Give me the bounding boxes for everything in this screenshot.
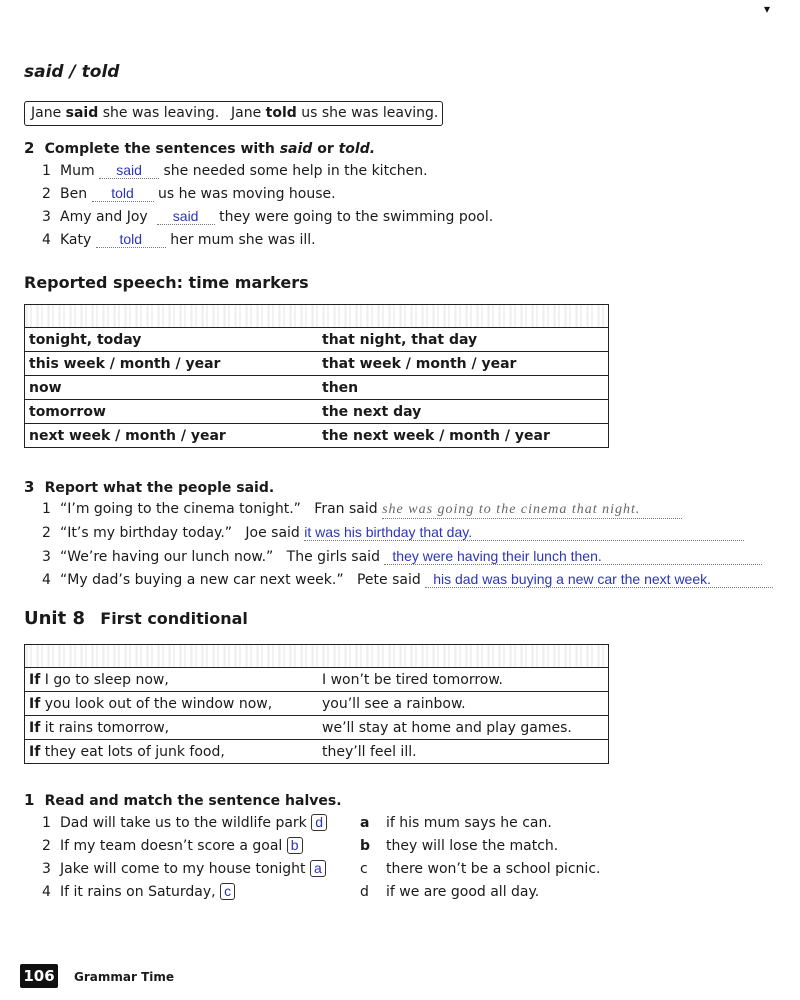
match-item: 3 Jake will come to my house tonight a xyxy=(42,860,326,877)
exercise3-heading: 3 Report what the people said. xyxy=(24,478,275,496)
answer-box[interactable]: a xyxy=(310,860,326,877)
exercise3-item: 3 “We’re having our lunch now.” The girls said they were having their lunch then. xyxy=(42,548,762,565)
exercise2-heading: 2 Complete the sentences with said or told. xyxy=(24,139,376,157)
exercise3-item: 1 “I’m going to the cinema tonight.” Fran said she was going to the cinema that night. xyxy=(42,501,682,519)
table-row: tomorrow the next day xyxy=(25,400,609,424)
table-header-noise xyxy=(25,645,609,668)
book-title: Grammar Time xyxy=(74,970,175,984)
exercise2-item: 1 Mum said she needed some help in the kitchen. xyxy=(42,162,428,179)
match-item: 4 If it rains on Saturday, c xyxy=(42,883,235,900)
answer-blank[interactable]: told xyxy=(96,231,166,248)
time-markers-heading: Reported speech: time markers xyxy=(24,273,309,292)
example-told: Jane told us she was leaving. xyxy=(231,105,439,121)
page-number: 106 xyxy=(20,964,58,988)
answer-box[interactable]: c xyxy=(220,883,235,900)
said-told-heading: said / told xyxy=(24,62,120,82)
answer-blank[interactable]: she was going to the cinema that night. xyxy=(382,502,682,519)
exercise2-item: 4 Katy told her mum she was ill. xyxy=(42,231,316,248)
match-option: d if we are good all day. xyxy=(360,884,540,900)
table-row: this week / month / year that week / month / year xyxy=(25,352,609,376)
answer-box[interactable]: b xyxy=(287,837,303,854)
match-option: a if his mum says he can. xyxy=(360,815,552,831)
table-row: If I go to sleep now, I won’t be tired tomorrow. xyxy=(25,668,609,692)
table-row: tonight, today that night, that day xyxy=(25,328,609,352)
time-markers-table xyxy=(24,304,609,448)
answer-box[interactable]: d xyxy=(311,814,327,831)
first-conditional-table xyxy=(24,644,609,764)
table-row: If they eat lots of junk food, they’ll feel ill. xyxy=(25,740,609,764)
corner-mark: ▾ xyxy=(764,2,771,16)
table-row: If it rains tomorrow, we’ll stay at home and play games. xyxy=(25,716,609,740)
exercise2-item: 3 Amy and Joy said they were going to the swimming pool. xyxy=(42,208,494,225)
said-told-example-box xyxy=(24,101,443,126)
table-row: now then xyxy=(25,376,609,400)
exercise3-item: 4 “My dad’s buying a new car next week.” Pete said his dad was buying a new car the next week. xyxy=(42,571,773,588)
answer-blank[interactable]: told xyxy=(92,185,154,202)
exercise3-item: 2 “It’s my birthday today.” Joe said it was his birthday that day. xyxy=(42,524,744,541)
table-header-noise xyxy=(25,305,609,328)
answer-blank[interactable]: said xyxy=(157,208,215,225)
example-said: Jane said she was leaving. xyxy=(31,105,220,121)
match-item: 1 Dad will take us to the wildlife park d xyxy=(42,814,327,831)
answer-blank[interactable]: it was his birthday that day. xyxy=(304,524,744,541)
exercise1-heading: 1 Read and match the sentence halves. xyxy=(24,791,342,809)
table-row: If you look out of the window now, you’ll see a rainbow. xyxy=(25,692,609,716)
answer-blank[interactable]: they were having their lunch then. xyxy=(384,548,762,565)
match-option: c there won’t be a school picnic. xyxy=(360,861,601,877)
exercise2-item: 2 Ben told us he was moving house. xyxy=(42,185,336,202)
match-item: 2 If my team doesn’t score a goal b xyxy=(42,837,303,854)
answer-blank[interactable]: his dad was buying a new car the next week. xyxy=(425,571,773,588)
match-option: b they will lose the match. xyxy=(360,838,559,854)
unit8-heading: Unit 8 First conditional xyxy=(24,608,248,629)
answer-blank[interactable]: said xyxy=(99,162,159,179)
table-row: next week / month / year the next week / month / year xyxy=(25,424,609,448)
